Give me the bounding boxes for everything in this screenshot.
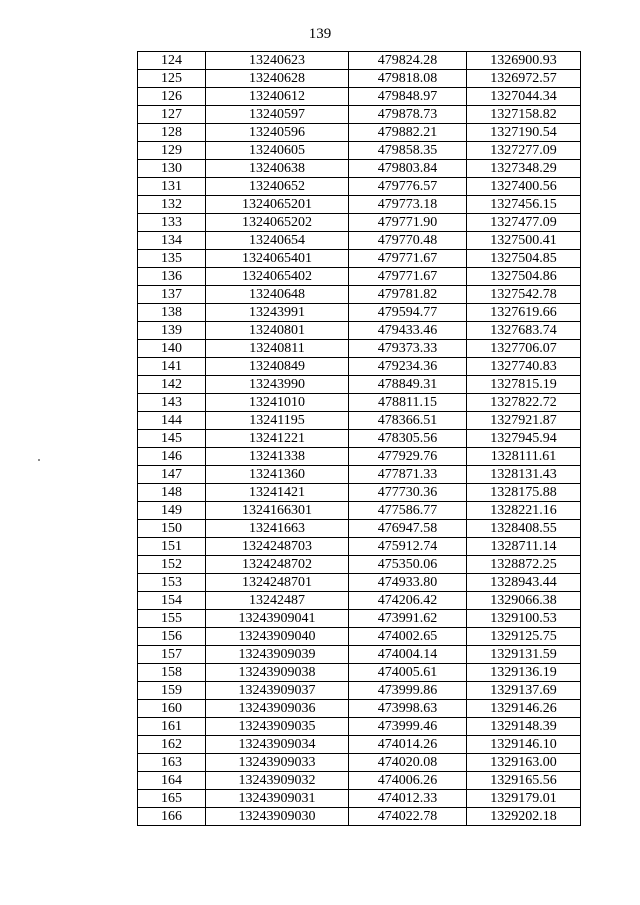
point-id-cell: 1324248702 [206, 556, 349, 574]
point-id-cell: 1324065402 [206, 268, 349, 286]
point-id-cell: 1324065401 [206, 250, 349, 268]
coordinate-y-cell: 1327456.15 [467, 196, 581, 214]
scan-speck [38, 459, 40, 461]
coordinate-x-cell: 474006.26 [349, 772, 467, 790]
coordinate-x-cell: 479773.18 [349, 196, 467, 214]
point-number-cell: 149 [138, 502, 206, 520]
coordinate-y-cell: 1327683.74 [467, 322, 581, 340]
point-number-cell: 148 [138, 484, 206, 502]
coordinate-y-cell: 1327504.85 [467, 250, 581, 268]
table-row [138, 52, 581, 70]
coordinate-y-cell: 1329136.19 [467, 664, 581, 682]
coordinate-y-cell: 1326972.57 [467, 70, 581, 88]
table-row [138, 430, 581, 448]
point-id-cell: 13243909039 [206, 646, 349, 664]
coordinate-y-cell: 1329100.53 [467, 610, 581, 628]
point-number-cell: 131 [138, 178, 206, 196]
point-number-cell: 146 [138, 448, 206, 466]
coordinate-y-cell: 1329163.00 [467, 754, 581, 772]
point-id-cell: 13243909030 [206, 808, 349, 826]
coordinate-y-cell: 1327815.19 [467, 376, 581, 394]
table-row [138, 196, 581, 214]
coordinate-x-cell: 478811.15 [349, 394, 467, 412]
coordinate-x-cell: 479776.57 [349, 178, 467, 196]
point-number-cell: 165 [138, 790, 206, 808]
coordinate-y-cell: 1328943.44 [467, 574, 581, 592]
table-row [138, 808, 581, 826]
point-number-cell: 137 [138, 286, 206, 304]
point-number-cell: 129 [138, 142, 206, 160]
coordinate-x-cell: 475350.06 [349, 556, 467, 574]
table-row [138, 484, 581, 502]
point-id-cell: 13243909037 [206, 682, 349, 700]
point-number-cell: 128 [138, 124, 206, 142]
point-number-cell: 157 [138, 646, 206, 664]
table-row [138, 232, 581, 250]
point-id-cell: 1324248701 [206, 574, 349, 592]
coordinate-y-cell: 1328711.14 [467, 538, 581, 556]
point-number-cell: 135 [138, 250, 206, 268]
point-id-cell: 13240628 [206, 70, 349, 88]
point-number-cell: 150 [138, 520, 206, 538]
coordinate-x-cell: 479771.67 [349, 250, 467, 268]
point-id-cell: 13243909040 [206, 628, 349, 646]
table-row [138, 736, 581, 754]
point-number-cell: 144 [138, 412, 206, 430]
point-number-cell: 147 [138, 466, 206, 484]
table-row [138, 628, 581, 646]
coordinate-x-cell: 473999.86 [349, 682, 467, 700]
table-row [138, 448, 581, 466]
table-row [138, 88, 581, 106]
coordinate-y-cell: 1327158.82 [467, 106, 581, 124]
point-number-cell: 155 [138, 610, 206, 628]
coordinate-y-cell: 1326900.93 [467, 52, 581, 70]
coordinate-x-cell: 474014.26 [349, 736, 467, 754]
point-number-cell: 151 [138, 538, 206, 556]
point-id-cell: 13243909038 [206, 664, 349, 682]
point-id-cell: 13240623 [206, 52, 349, 70]
point-number-cell: 133 [138, 214, 206, 232]
coordinate-x-cell: 479824.28 [349, 52, 467, 70]
coordinate-y-cell: 1327348.29 [467, 160, 581, 178]
coordinate-y-cell: 1327190.54 [467, 124, 581, 142]
point-id-cell: 13243909036 [206, 700, 349, 718]
coordinate-y-cell: 1328221.16 [467, 502, 581, 520]
table-row [138, 502, 581, 520]
coordinate-x-cell: 474206.42 [349, 592, 467, 610]
coordinate-y-cell: 1328175.88 [467, 484, 581, 502]
coordinate-x-cell: 474012.33 [349, 790, 467, 808]
point-id-cell: 13241195 [206, 412, 349, 430]
point-id-cell: 13243909031 [206, 790, 349, 808]
coordinate-y-cell: 1327277.09 [467, 142, 581, 160]
point-id-cell: 13243909033 [206, 754, 349, 772]
point-id-cell: 13241360 [206, 466, 349, 484]
coordinate-x-cell: 479882.21 [349, 124, 467, 142]
coordinate-x-cell: 479234.36 [349, 358, 467, 376]
point-id-cell: 1324065202 [206, 214, 349, 232]
point-number-cell: 143 [138, 394, 206, 412]
coordinate-x-cell: 479373.33 [349, 340, 467, 358]
point-id-cell: 13243909032 [206, 772, 349, 790]
coordinate-y-cell: 1329165.56 [467, 772, 581, 790]
point-id-cell: 13241663 [206, 520, 349, 538]
coordinate-y-cell: 1328131.43 [467, 466, 581, 484]
table-row [138, 682, 581, 700]
coordinate-x-cell: 477929.76 [349, 448, 467, 466]
coordinate-x-cell: 478305.56 [349, 430, 467, 448]
coordinate-y-cell: 1328872.25 [467, 556, 581, 574]
table-row [138, 268, 581, 286]
coordinate-x-cell: 479770.48 [349, 232, 467, 250]
point-id-cell: 13240638 [206, 160, 349, 178]
point-number-cell: 142 [138, 376, 206, 394]
point-number-cell: 161 [138, 718, 206, 736]
table-row [138, 574, 581, 592]
coordinates-table-body [138, 52, 581, 826]
point-number-cell: 126 [138, 88, 206, 106]
table-row [138, 70, 581, 88]
point-number-cell: 145 [138, 430, 206, 448]
table-row [138, 520, 581, 538]
coordinate-y-cell: 1327477.09 [467, 214, 581, 232]
point-id-cell: 13243991 [206, 304, 349, 322]
coordinate-x-cell: 479771.67 [349, 268, 467, 286]
point-id-cell: 13240605 [206, 142, 349, 160]
coordinate-y-cell: 1327400.56 [467, 178, 581, 196]
table-row [138, 700, 581, 718]
table-row [138, 286, 581, 304]
coordinate-x-cell: 479771.90 [349, 214, 467, 232]
coordinate-y-cell: 1329202.18 [467, 808, 581, 826]
page-number: 139 [308, 26, 332, 42]
point-id-cell: 13240652 [206, 178, 349, 196]
table-row [138, 754, 581, 772]
point-id-cell: 13240596 [206, 124, 349, 142]
coordinate-x-cell: 479878.73 [349, 106, 467, 124]
coordinate-x-cell: 479781.82 [349, 286, 467, 304]
table-row [138, 556, 581, 574]
coordinate-y-cell: 1327921.87 [467, 412, 581, 430]
point-number-cell: 162 [138, 736, 206, 754]
coordinate-y-cell: 1328408.55 [467, 520, 581, 538]
coordinate-x-cell: 479848.97 [349, 88, 467, 106]
point-id-cell: 13243990 [206, 376, 349, 394]
coordinate-y-cell: 1327822.72 [467, 394, 581, 412]
coordinate-x-cell: 473991.62 [349, 610, 467, 628]
coordinate-x-cell: 474004.14 [349, 646, 467, 664]
table-row [138, 610, 581, 628]
point-number-cell: 160 [138, 700, 206, 718]
table-row [138, 214, 581, 232]
point-number-cell: 125 [138, 70, 206, 88]
point-number-cell: 139 [138, 322, 206, 340]
point-id-cell: 13241221 [206, 430, 349, 448]
coordinate-y-cell: 1327542.78 [467, 286, 581, 304]
point-number-cell: 141 [138, 358, 206, 376]
point-number-cell: 154 [138, 592, 206, 610]
table-row [138, 394, 581, 412]
point-number-cell: 152 [138, 556, 206, 574]
table-row [138, 160, 581, 178]
coordinate-x-cell: 474002.65 [349, 628, 467, 646]
table-row [138, 664, 581, 682]
point-number-cell: 166 [138, 808, 206, 826]
table-row [138, 376, 581, 394]
coordinate-y-cell: 1329125.75 [467, 628, 581, 646]
point-number-cell: 159 [138, 682, 206, 700]
coordinate-x-cell: 474022.78 [349, 808, 467, 826]
coordinate-y-cell: 1329179.01 [467, 790, 581, 808]
coordinate-y-cell: 1327500.41 [467, 232, 581, 250]
coordinate-y-cell: 1327945.94 [467, 430, 581, 448]
coordinates-table [137, 51, 581, 826]
point-id-cell: 13243909035 [206, 718, 349, 736]
table-row [138, 466, 581, 484]
coordinate-y-cell: 1329137.69 [467, 682, 581, 700]
point-number-cell: 124 [138, 52, 206, 70]
coordinate-y-cell: 1327504.86 [467, 268, 581, 286]
coordinate-x-cell: 475912.74 [349, 538, 467, 556]
table-row [138, 790, 581, 808]
point-number-cell: 136 [138, 268, 206, 286]
table-row [138, 124, 581, 142]
point-number-cell: 132 [138, 196, 206, 214]
point-id-cell: 13240612 [206, 88, 349, 106]
coordinate-y-cell: 1329066.38 [467, 592, 581, 610]
table-row [138, 592, 581, 610]
coordinate-x-cell: 476947.58 [349, 520, 467, 538]
table-row [138, 250, 581, 268]
point-id-cell: 13240654 [206, 232, 349, 250]
point-number-cell: 130 [138, 160, 206, 178]
point-number-cell: 140 [138, 340, 206, 358]
coordinate-x-cell: 474020.08 [349, 754, 467, 772]
coordinate-y-cell: 1329146.10 [467, 736, 581, 754]
table-row [138, 538, 581, 556]
point-id-cell: 13240849 [206, 358, 349, 376]
table-row [138, 340, 581, 358]
table-row [138, 106, 581, 124]
table-row [138, 772, 581, 790]
point-id-cell: 1324248703 [206, 538, 349, 556]
coordinate-y-cell: 1327740.83 [467, 358, 581, 376]
coordinate-x-cell: 477730.36 [349, 484, 467, 502]
point-number-cell: 153 [138, 574, 206, 592]
coordinate-x-cell: 474933.80 [349, 574, 467, 592]
coordinate-x-cell: 474005.61 [349, 664, 467, 682]
coordinate-x-cell: 478366.51 [349, 412, 467, 430]
coordinate-y-cell: 1327044.34 [467, 88, 581, 106]
point-id-cell: 13240801 [206, 322, 349, 340]
point-id-cell: 1324166301 [206, 502, 349, 520]
point-number-cell: 138 [138, 304, 206, 322]
coordinate-y-cell: 1327619.66 [467, 304, 581, 322]
point-number-cell: 134 [138, 232, 206, 250]
table-row [138, 646, 581, 664]
point-id-cell: 13241010 [206, 394, 349, 412]
point-id-cell: 13243909041 [206, 610, 349, 628]
coordinate-x-cell: 477871.33 [349, 466, 467, 484]
table-row [138, 304, 581, 322]
point-id-cell: 13242487 [206, 592, 349, 610]
point-id-cell: 13240597 [206, 106, 349, 124]
point-number-cell: 127 [138, 106, 206, 124]
point-id-cell: 13240648 [206, 286, 349, 304]
coordinate-x-cell: 479818.08 [349, 70, 467, 88]
point-number-cell: 164 [138, 772, 206, 790]
point-number-cell: 158 [138, 664, 206, 682]
coordinate-x-cell: 473999.46 [349, 718, 467, 736]
table-row [138, 358, 581, 376]
coordinate-y-cell: 1328111.61 [467, 448, 581, 466]
point-id-cell: 13240811 [206, 340, 349, 358]
coordinate-y-cell: 1329146.26 [467, 700, 581, 718]
point-number-cell: 163 [138, 754, 206, 772]
point-id-cell: 13241421 [206, 484, 349, 502]
coordinate-y-cell: 1327706.07 [467, 340, 581, 358]
coordinate-y-cell: 1329148.39 [467, 718, 581, 736]
point-id-cell: 13243909034 [206, 736, 349, 754]
coordinate-x-cell: 478849.31 [349, 376, 467, 394]
table-row [138, 412, 581, 430]
table-row [138, 178, 581, 196]
coordinate-x-cell: 479803.84 [349, 160, 467, 178]
coordinate-x-cell: 473998.63 [349, 700, 467, 718]
point-number-cell: 156 [138, 628, 206, 646]
coordinate-x-cell: 479594.77 [349, 304, 467, 322]
table-row [138, 322, 581, 340]
coordinate-x-cell: 477586.77 [349, 502, 467, 520]
table-row [138, 718, 581, 736]
coordinate-y-cell: 1329131.59 [467, 646, 581, 664]
table-row [138, 142, 581, 160]
coordinate-x-cell: 479858.35 [349, 142, 467, 160]
point-id-cell: 1324065201 [206, 196, 349, 214]
point-id-cell: 13241338 [206, 448, 349, 466]
coordinate-x-cell: 479433.46 [349, 322, 467, 340]
